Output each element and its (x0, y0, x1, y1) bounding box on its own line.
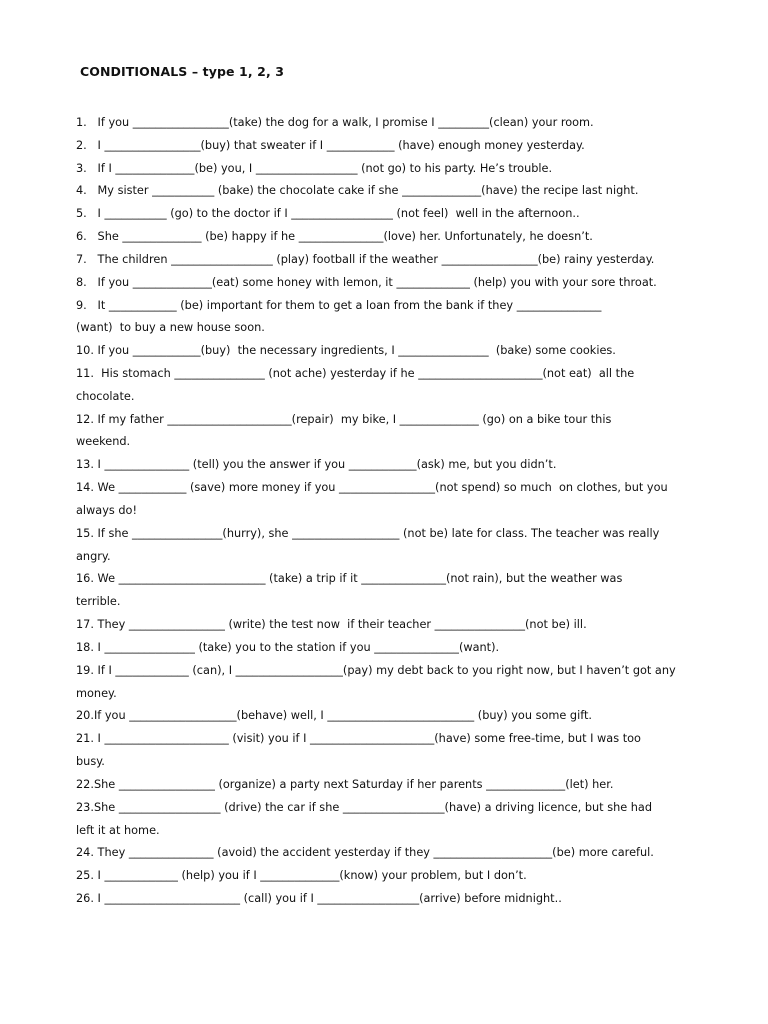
exercise-line-9-cont: (want) to buy a new house soon. (76, 321, 265, 334)
exercise-line-10: 10. If you ____________(buy) the necessary ingredients, I ________________ (bake) some cookies. (76, 344, 616, 357)
exercise-line-20: 20.If you ___________________(behave) well, I __________________________ (buy) you some gift. (76, 709, 593, 722)
exercise-line-22: 22.She _________________ (organize) a party next Saturday if her parents ______________(let) her. (76, 778, 614, 791)
exercise-line-8: 8. If you ______________(eat) some honey with lemon, it _____________ (help) you with your sore throat. (76, 276, 657, 289)
exercise-line-9: 9. It ____________ (be) important for them to get a loan from the bank if they _______________ (76, 299, 602, 312)
exercise-line-11: 11. His stomach ________________ (not ache) yesterday if he ______________________(not eat) all the (76, 367, 635, 380)
page-title: CONDITIONALS – type 1, 2, 3 (80, 64, 285, 79)
exercise-line-21-cont: busy. (76, 755, 105, 768)
exercise-line-11-cont: chocolate. (76, 390, 135, 403)
exercise-line-24: 24. They _______________ (avoid) the accident yesterday if they _____________________(be) more careful. (76, 846, 654, 859)
exercise-line-12: 12. If my father ______________________(repair) my bike, I ______________ (go) on a bike tour this (76, 413, 612, 426)
exercise-line-5: 5. I ___________ (go) to the doctor if I __________________ (not feel) well in the afternoon.. (76, 207, 580, 220)
exercise-line-7: 7. The children __________________ (play) football if the weather _________________(be) rainy yesterday. (76, 253, 655, 266)
exercise-line-13: 13. I _______________ (tell) you the answer if you ____________(ask) me, but you didn’t. (76, 458, 557, 471)
exercise-line-21: 21. I ______________________ (visit) you if I ______________________(have) some free-time, but I was too (76, 732, 641, 745)
exercise-line-23: 23.She __________________ (drive) the car if she __________________(have) a driving licence, but she had (76, 801, 653, 814)
exercise-line-17: 17. They _________________ (write) the test now if their teacher ________________(not be) ill. (76, 618, 587, 631)
exercise-line-6: 6. She ______________ (be) happy if he _______________(love) her. Unfortunately, he doesn’t. (76, 230, 593, 243)
exercise-line-15-cont: angry. (76, 550, 111, 563)
exercise-line-23-cont: left it at home. (76, 824, 160, 837)
exercise-line-25: 25. I _____________ (help) you if I ______________(know) your problem, but I don’t. (76, 869, 527, 882)
exercise-line-19-cont: money. (76, 687, 117, 700)
exercise-line-3: 3. If I ______________(be) you, I __________________ (not go) to his party. He’s trouble. (76, 162, 553, 175)
exercise-line-1: 1. If you _________________(take) the dog for a walk, I promise I _________(clean) your room. (76, 116, 594, 129)
exercise-line-16: 16. We __________________________ (take) a trip if it _______________(not rain), but the weather was (76, 572, 623, 585)
exercise-line-2: 2. I _________________(buy) that sweater if I ____________ (have) enough money yesterday. (76, 139, 585, 152)
exercise-line-14-cont: always do! (76, 504, 137, 517)
exercise-line-14: 14. We ____________ (save) more money if you _________________(not spend) so much on clothes, but you (76, 481, 668, 494)
exercise-line-15: 15. If she ________________(hurry), she ___________________ (not be) late for class. The teacher was really (76, 527, 660, 540)
exercise-line-12-cont: weekend. (76, 435, 131, 448)
exercise-line-18: 18. I ________________ (take) you to the station if you _______________(want). (76, 641, 500, 654)
exercise-line-16-cont: terrible. (76, 595, 121, 608)
exercise-line-26: 26. I ________________________ (call) you if I __________________(arrive) before midnight.. (76, 892, 562, 905)
exercise-line-4: 4. My sister ___________ (bake) the chocolate cake if she ______________(have) the recipe last night. (76, 184, 639, 197)
exercise-line-19: 19. If I _____________ (can), I ___________________(pay) my debt back to you right now, but I haven’t got any (76, 664, 676, 677)
